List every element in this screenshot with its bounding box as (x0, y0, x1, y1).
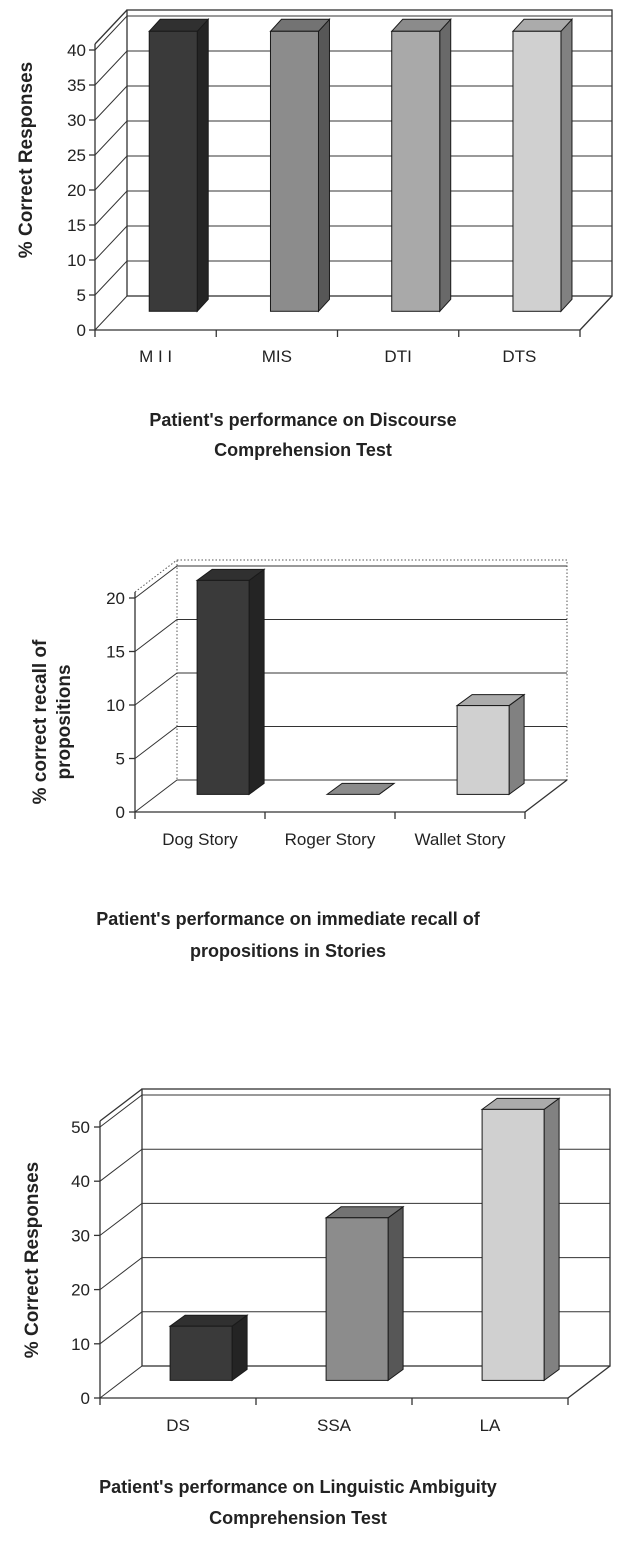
y-tick-label: 30 (71, 1226, 90, 1246)
floor-right-edge (525, 780, 567, 812)
bar-side-face (440, 19, 451, 311)
y-tick-label: 15 (67, 216, 86, 235)
bar-front-face (270, 31, 318, 311)
bar-side-face (561, 19, 572, 311)
x-category-label: MIS (261, 347, 292, 366)
y-tick-label: 10 (71, 1334, 90, 1354)
y-axis-title-line: propositions (54, 664, 75, 780)
bar (457, 695, 524, 795)
y-tick-label: 0 (76, 321, 86, 340)
side-wall-top-edge (100, 1089, 142, 1121)
y-axis-title-line: % correct recall of (30, 639, 51, 805)
bar-front-face (326, 1218, 388, 1381)
y-axis-title (30, 639, 75, 804)
y-tick-label: 5 (115, 749, 125, 769)
bar-top-face (327, 783, 394, 794)
bar-front-face (392, 31, 440, 311)
bar-top-face (392, 19, 451, 31)
x-category-label: Wallet Story (414, 830, 506, 849)
bar (513, 19, 572, 311)
story-recall-chart (30, 560, 567, 961)
bar-front-face (149, 31, 197, 311)
y-tick-label: 10 (106, 696, 125, 715)
chart-caption-line: propositions in Stories (189, 941, 387, 961)
x-category-label: SSA (316, 1416, 352, 1435)
bar-side-face (509, 695, 524, 795)
y-tick-label: 30 (67, 111, 86, 130)
x-category-label: Roger Story (284, 830, 376, 849)
chart-caption-line: Comprehension Test (214, 440, 392, 460)
y-tick-label: 35 (67, 76, 86, 95)
bar-side-face (249, 569, 264, 794)
bar-side-face (197, 19, 208, 311)
x-category-label: DTS (502, 347, 537, 366)
linguistic-ambiguity-chart (22, 1089, 610, 1528)
x-category-label: Dog Story (162, 830, 238, 849)
discourse-comprehension-chart (16, 10, 612, 460)
chart-caption-line: Patient's performance on Linguistic Ambiguity (99, 1477, 497, 1497)
y-tick-label: 40 (67, 41, 86, 60)
y-tick-label: 0 (115, 803, 125, 822)
x-category-label: DTI (384, 347, 412, 366)
y-axis-title: % Correct Responses (22, 1161, 43, 1359)
y-tick-label: 20 (67, 181, 86, 200)
bar-side-face (544, 1098, 559, 1380)
bar (170, 1315, 247, 1380)
bar (270, 19, 329, 311)
bar-top-face (513, 19, 572, 31)
y-tick-label: 20 (71, 1280, 90, 1300)
bar-front-face (197, 580, 249, 794)
y-tick-label: 50 (71, 1118, 90, 1137)
chart-caption-line: Patient's performance on Discourse (149, 410, 457, 430)
y-tick-label: 10 (67, 251, 86, 270)
bar (326, 1207, 403, 1381)
floor-right-edge (568, 1366, 610, 1398)
bar-top-face (149, 19, 208, 31)
bar-front-face (170, 1326, 232, 1380)
bar-side-face (318, 19, 329, 311)
bar-front-face (482, 1109, 544, 1380)
bar (149, 19, 208, 311)
bar (327, 783, 394, 794)
chart-caption-line: Comprehension Test (209, 1508, 387, 1528)
bar (392, 19, 451, 311)
floor-right-edge (580, 296, 612, 330)
bar-front-face (457, 706, 509, 795)
y-tick-label: 0 (80, 1389, 90, 1408)
side-wall-top-edge (95, 10, 127, 44)
x-category-label: DS (166, 1416, 190, 1435)
y-tick-label: 40 (71, 1172, 90, 1192)
y-tick-label: 15 (106, 642, 125, 662)
bar-side-face (388, 1207, 403, 1381)
bar-front-face (513, 31, 561, 311)
y-tick-label: 25 (67, 146, 86, 165)
side-wall-top-edge (135, 560, 177, 592)
bar (197, 569, 264, 794)
bar (482, 1098, 559, 1380)
y-tick-label: 5 (76, 286, 86, 305)
bar-top-face (270, 19, 329, 31)
y-axis-title: % Correct Responses (16, 61, 37, 259)
x-category-label: M I I (139, 347, 173, 366)
chart-caption-line: Patient's performance on immediate recall of (96, 909, 480, 929)
y-tick-label: 20 (106, 589, 125, 608)
x-category-label: LA (479, 1416, 501, 1435)
